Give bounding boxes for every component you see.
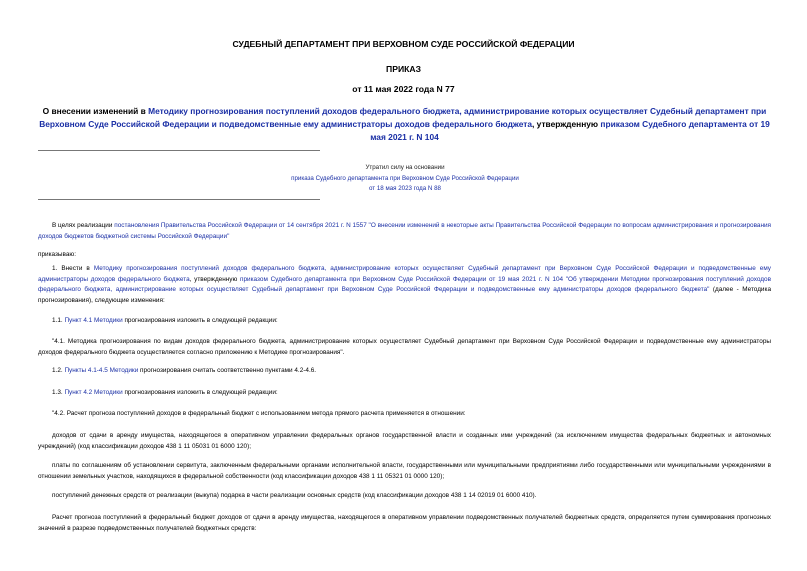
point-4-1-link[interactable]: Пункт 4.1 (64, 317, 93, 324)
methodology-link-1-2[interactable]: Методики (109, 367, 139, 374)
title-middle: , утвержденную (532, 119, 601, 129)
item-1-2-suffix: прогнозирования считать соответственно пунктами 4.2-4.6. (138, 367, 317, 374)
paragraph-forecast-calculation: Расчет прогноза поступлений в федеральный бюджет доходов от сдачи в аренду имущества, находящегося в оперативном управлении подведомственных получателей бюджетных средств, определяется путем суммирования прогнозных значений в разрезе подведомственных получателей бюджетных средств: (38, 514, 771, 532)
paragraph-item-1-3 (38, 388, 771, 399)
item-1-1-prefix: 1.1. (52, 317, 65, 324)
methodology-link-1-3[interactable]: Методики (94, 389, 123, 396)
divider-bottom (38, 199, 320, 200)
government-decree-link[interactable]: постановления Правительства Российской Федерации от 14 сентября 2021 г. N 1557 "О внесении изменений в некоторые акты Правительства Российской Федерации по вопросам администрирования и прогнозирования доходов бюджетов бюджетной системы Российской Федерации" (38, 222, 772, 240)
paragraph-gift-sale: поступлений денежных средств от реализации (выкупа) подарка в части реализации основных средств (код классификации доходов 438 1 14 02019 01 6000 410). (52, 492, 537, 499)
item-1-1-suffix: прогнозирования изложить в следующей редакции: (122, 317, 278, 324)
paragraph-item-1 (38, 264, 771, 306)
paragraph-preamble (38, 221, 771, 242)
point-4-2-link[interactable]: Пункт 4.2 (64, 389, 93, 396)
document-type: ПРИКАЗ (386, 64, 421, 74)
paragraph-quote-4-1: "4.1. Методика прогнозирования по видам доходов федерального бюджета, администрирование которых осуществляет Судебный департамент при Верховном Суде Российской Федерации и подведомственные ему администраторы доходов федерального бюджета осуществляется согласно приложению к Методике прогнозирования". (38, 338, 771, 356)
item-1-3-suffix: прогнозирования изложить в следующей редакции: (122, 389, 278, 396)
item-1-3-prefix: 1.3. (52, 389, 65, 396)
points-4-1-4-5-link[interactable]: Пункты 4.1-4.5 (64, 367, 108, 374)
paragraph-servitude-payments: платы по соглашениям об установлении сервитута, заключенным федеральными органами исполнительной власти, государственными или муниципальными предприятиями либо государственными или муниципальными учреждениями в отношении земельных участков, находящихся в федеральной собственности (код классификации доходов 438 1 11 05321 01 0000 120); (38, 462, 771, 480)
methodology-link-1-1[interactable]: Методики (94, 317, 123, 324)
paragraph-item-1-1 (38, 316, 771, 327)
document-title (38, 105, 771, 144)
order-104-link[interactable]: приказом Судебного департамента при Верховном Суде Российской Федерации от 19 мая 2021 г. N 104 "Об утверждении Методики прогнозирования поступлений доходов федерального бюджета, администрирование которых осуществляет Судебный департамент при Верховном Суде Российской Федерации и подведомственные ему администраторы доходов федерального бюджета" (38, 275, 771, 294)
status-note-text: Утратил силу на основании (365, 164, 445, 171)
status-note-date-link[interactable]: от 18 мая 2023 года N 88 (369, 185, 441, 192)
item-1-prefix: 1. Внести в (52, 265, 94, 272)
paragraph-item-1-2 (38, 366, 771, 377)
title-order-link[interactable]: приказом Судебного департамента от 19 мая 2021 г. N 104 (370, 119, 770, 142)
status-note (230, 163, 580, 195)
item-1-mid: , утвержденную (189, 275, 241, 283)
divider-top (38, 150, 320, 151)
item-1-2-prefix: 1.2. (52, 367, 65, 374)
preamble-text: В целях реализации (52, 222, 115, 229)
title-prefix: О внесении изменений в (42, 106, 149, 116)
status-note-order-link[interactable]: приказа Судебного департамента при Верховном Суде Российской Федерации (291, 174, 519, 182)
organization-heading: СУДЕБНЫЙ ДЕПАРТАМЕНТ ПРИ ВЕРХОВНОМ СУДЕ РОССИЙСКОЙ ФЕДЕРАЦИИ (232, 39, 575, 49)
methodology-link[interactable]: Методику прогнозирования поступлений доходов федерального бюджета, администрирование которых осуществляет Судебный департамент при Верховном Суде Российской Федерации и подведомственные ему администраторы доходов федерального бюджета (38, 265, 771, 283)
title-methodology-link[interactable]: Методику прогнозирования поступлений доходов федерального бюджета, администрирование которых осуществляет Судебный департамент при Верховном Суде Российской Федерации и подведомственные ему администраторы доходов федерального бюджета (39, 106, 767, 129)
document-date-number: от 11 мая 2022 года N 77 (352, 84, 455, 94)
paragraph-order-word: приказываю: (38, 251, 76, 258)
paragraph-quote-4-2: "4.2. Расчет прогноза поступлений доходов в федеральный бюджет с использованием метода прямого расчета применяется в отношении: (52, 410, 466, 417)
item-1-suffix: (далее - Методика прогнозирования), следующие изменения: (38, 286, 771, 304)
paragraph-rent-income: доходов от сдачи в аренду имущества, находящегося в оперативном управлении федеральных органов государственной власти и созданных ими учреждений (за исключением имущества федеральных бюджетных и автономных учреждений) (код классификации доходов 438 1 11 05031 01 6000 120); (38, 432, 771, 450)
